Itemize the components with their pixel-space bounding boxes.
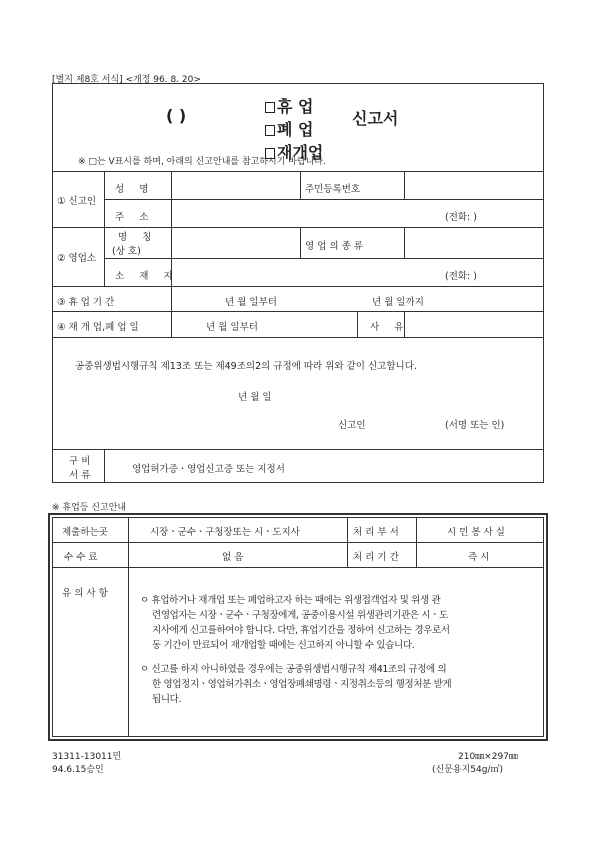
- footer-code: 31311-13011민: [52, 752, 122, 762]
- instruction-note: ※ □는 V표시를 하며, 아래의 신고안내를 참고하시기 바랍니다.: [78, 157, 326, 167]
- declaration-text: 공중위생법시행규칙 제13조 또는 제49조의2의 규정에 따라 위와 같이 신고합니다.: [75, 361, 417, 372]
- documents-label-2: 서 류: [69, 470, 91, 481]
- business-type-label: 영 업 의 종 류: [305, 241, 363, 252]
- footer-approval: 94.6.15승인: [52, 765, 104, 775]
- option-closure[interactable]: 폐 업: [265, 117, 313, 140]
- address-label: 주 소: [115, 212, 155, 223]
- reopen-date[interactable]: 년 월 일부터: [206, 322, 258, 333]
- title-paren: ( ): [166, 106, 187, 125]
- suspension-to[interactable]: 년 월 일까지: [372, 297, 424, 308]
- documents-label-1: 구 비: [69, 456, 91, 467]
- business-name-field[interactable]: [172, 228, 299, 257]
- checkbox-icon: [265, 102, 275, 113]
- footer-size: 210㎜×297㎜: [458, 752, 518, 762]
- submit-label: 제출하는곳: [62, 527, 108, 538]
- business-name-label: 명 칭: [118, 232, 158, 243]
- title-main: 신고서: [352, 109, 399, 128]
- declaration-date[interactable]: 년 월 일: [238, 392, 272, 403]
- option-reopen-clipped[interactable]: 재개업: [265, 140, 345, 148]
- signature-field[interactable]: (서명 또는 인): [445, 420, 505, 431]
- option-suspension[interactable]: 휴 업: [265, 94, 313, 117]
- period-label: 처 리 기 간: [353, 552, 399, 563]
- business-name-sub: (상 호): [112, 246, 141, 257]
- address-field[interactable]: [172, 200, 432, 226]
- location-label: 소 재 지: [115, 271, 179, 282]
- reason-label: 사 유: [370, 322, 410, 333]
- suspension-from[interactable]: 년 월 일부터: [225, 297, 277, 308]
- business-type-field[interactable]: [405, 228, 543, 257]
- period-value: 즉 시: [468, 552, 490, 563]
- section-reporter: ① 신고인: [57, 196, 97, 207]
- dept-label: 처 리 부 서: [353, 527, 399, 538]
- section-business: ② 영업소: [57, 253, 97, 264]
- form-number: [별지 제8호 서식] <개정 96. 8. 20>: [52, 75, 201, 85]
- signer-label: 신고인: [338, 420, 366, 431]
- reporter-phone[interactable]: (전화: ): [445, 212, 477, 223]
- location-field[interactable]: [172, 259, 432, 285]
- suspension-period-label: ③ 휴 업 기 간: [57, 297, 115, 308]
- submit-value: 시장ㆍ군수ㆍ구청장또는 시ㆍ도지사: [150, 527, 300, 538]
- reopen-date-label: ④ 재 개 업,폐 업 일: [57, 322, 139, 333]
- name-label: 성 명: [115, 184, 155, 195]
- fee-label: 수 수 료: [64, 552, 98, 563]
- footer-paper: (신문용지54g/㎡): [432, 765, 503, 775]
- rrn-label: 주민등록번호: [305, 184, 361, 195]
- notes-block: [140, 593, 540, 707]
- checkbox-icon: [265, 125, 275, 136]
- note-1: ㅇ 휴업하거나 재개업 또는 폐업하고자 하는 때에는 위생접객업자 및 위생 관 련영업자는 시장ㆍ군수ㆍ구청장에게, 공중이용시설 위생관리기관은 시ㆍ도 지사에게 신고를하여야 합니다. 다만, 휴업기간을 정하여 신고하는 경우로서 동 기간이 만료되어 재개업할 때에는 신고하지 아니할 수 있습니다.: [140, 595, 450, 651]
- notes-label: 유 의 사 항: [62, 588, 108, 599]
- guide-heading: ※ 휴업등 신고안내: [52, 503, 127, 513]
- documents-value: 영업허가증ㆍ영업신고증 또는 지정서: [132, 464, 285, 475]
- note-2: ㅇ 신고를 하지 아니하였을 경우에는 공중위생법시행규칙 제41조의 규정에 의 한 영업정지ㆍ영업허가취소ㆍ영업장폐쇄명령ㆍ지정취소등의 행정처분 받게 됩니다.: [140, 664, 452, 705]
- name-field[interactable]: [172, 172, 299, 198]
- fee-value: 없 음: [222, 552, 244, 563]
- rrn-field[interactable]: [405, 172, 543, 198]
- dept-value: 시 민 봉 사 실: [447, 527, 505, 538]
- reason-field[interactable]: [405, 312, 543, 336]
- business-phone[interactable]: (전화: ): [445, 271, 477, 282]
